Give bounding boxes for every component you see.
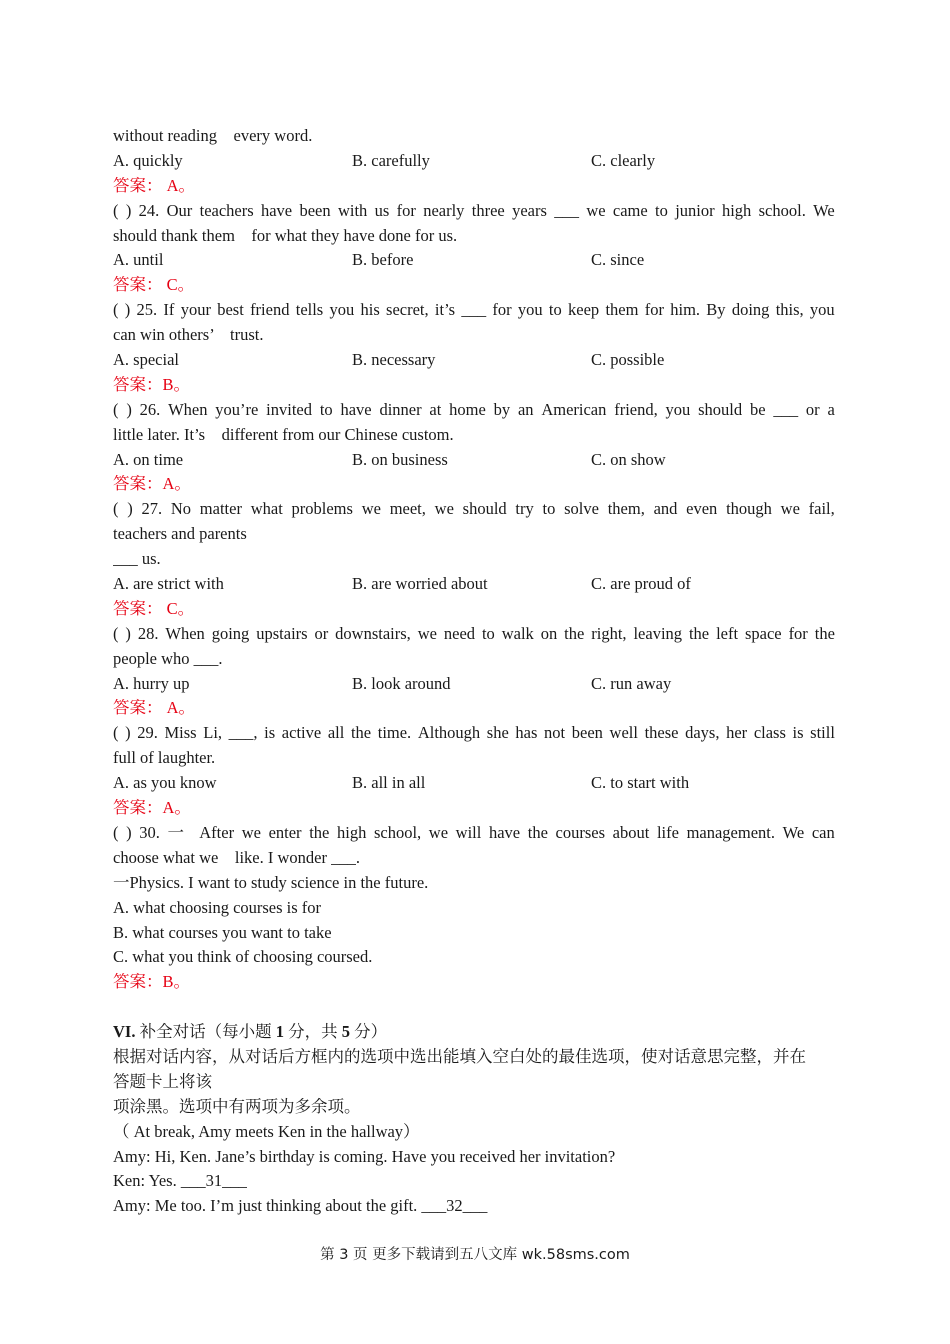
option-b: B. look around xyxy=(352,673,451,693)
word: 30. xyxy=(139,822,160,842)
word: you xyxy=(329,300,355,320)
word: for xyxy=(788,623,808,643)
word: ( xyxy=(113,200,119,220)
word: active xyxy=(281,723,322,743)
text-line: 一Physics. I want to study science in the future. xyxy=(113,872,429,892)
word: ) xyxy=(125,200,132,220)
word: it’s xyxy=(434,300,456,320)
word: 28. xyxy=(137,623,159,643)
word: problems xyxy=(291,499,353,519)
word: the xyxy=(527,822,548,842)
word: need xyxy=(443,623,476,643)
word: we xyxy=(780,499,800,519)
text-line: can win others’ trust. xyxy=(113,325,264,345)
option-c: C. possible xyxy=(591,350,665,370)
word: a xyxy=(827,399,835,419)
word: solve xyxy=(564,499,599,519)
word: his xyxy=(360,300,380,320)
word: for xyxy=(644,300,664,320)
option-a: A. are strict with xyxy=(113,574,224,594)
word: ___ xyxy=(554,200,579,220)
word: ___, xyxy=(228,723,258,743)
word: friend, xyxy=(614,399,658,419)
word: 24. xyxy=(138,200,160,220)
word: secret, xyxy=(386,300,429,320)
word: the xyxy=(688,623,710,643)
word: by xyxy=(493,399,511,419)
word: we xyxy=(361,499,381,519)
option-c: C. since xyxy=(591,250,645,270)
word: class xyxy=(753,723,786,743)
word: 29. xyxy=(137,723,158,743)
word: try xyxy=(515,499,534,519)
word: ___ xyxy=(461,300,487,320)
word: When xyxy=(165,623,205,643)
word: or xyxy=(805,399,820,419)
word: years xyxy=(512,200,547,220)
word: fail, xyxy=(808,499,835,519)
word: to xyxy=(655,200,668,220)
word: is xyxy=(264,723,276,743)
word: walk xyxy=(501,623,534,643)
answer-line: 答案：B。 xyxy=(113,374,191,394)
word: even xyxy=(686,499,718,519)
answer-line: 答案：A。 xyxy=(113,474,191,494)
text-line: choose what we like. I wonder ___. xyxy=(113,847,360,867)
question-line xyxy=(113,298,835,323)
word: Li, xyxy=(203,723,223,743)
word: junior xyxy=(675,200,715,220)
word: Although xyxy=(417,723,481,743)
word: and xyxy=(653,499,678,519)
options-row xyxy=(113,572,835,597)
text-line: 项涂黑。选项中有两项为多余项。 xyxy=(113,1096,361,1116)
option-a: A. on time xyxy=(113,449,184,469)
word: should xyxy=(698,399,743,419)
word: We xyxy=(813,200,835,220)
option-c: C. to start with xyxy=(591,773,690,793)
option-c: C. are proud of xyxy=(591,574,691,594)
options-row xyxy=(113,149,835,174)
word: them xyxy=(605,300,639,320)
word: ) xyxy=(124,300,131,320)
text-line: Ken: Yes. ___31___ xyxy=(113,1171,247,1191)
word: will xyxy=(455,822,482,842)
word: 一 xyxy=(167,822,184,842)
answer-line: 答案： C。 xyxy=(113,275,195,295)
word: ( xyxy=(113,300,119,320)
word: invited xyxy=(266,399,312,419)
word: we xyxy=(428,822,449,842)
word: at xyxy=(429,399,442,419)
heading-part: 分，共 xyxy=(283,1022,342,1042)
word: 26. xyxy=(139,399,161,419)
text-line: A. what choosing courses is for xyxy=(113,897,322,917)
word: dinner xyxy=(379,399,422,419)
word: right, xyxy=(591,623,627,643)
word: friend xyxy=(250,300,290,320)
word: have xyxy=(340,399,372,419)
text-line: without reading every word. xyxy=(113,126,313,145)
word: we xyxy=(434,499,454,519)
word: school, xyxy=(373,822,422,842)
word: upstairs xyxy=(256,623,308,643)
option-c: C. run away xyxy=(591,673,672,693)
word: have xyxy=(488,822,521,842)
word: ( xyxy=(113,723,119,743)
question-line xyxy=(113,497,835,522)
text-line: B. what courses you want to take xyxy=(113,922,332,942)
question-line xyxy=(113,721,835,746)
answer-line: 答案： C。 xyxy=(113,598,195,618)
word: though xyxy=(726,499,772,519)
word: you xyxy=(809,300,835,320)
word: to xyxy=(319,399,333,419)
word: management. xyxy=(686,822,775,842)
word: ( xyxy=(113,623,119,643)
word: been xyxy=(571,723,603,743)
word: we xyxy=(241,822,261,842)
text-line: Amy: Me too. I’m just thinking about the gift. ___32___ xyxy=(113,1196,488,1216)
text-line: should thank them for what they have done for us. xyxy=(113,225,458,245)
word: tells xyxy=(295,300,324,320)
option-a: A. quickly xyxy=(113,150,183,170)
word: school. xyxy=(758,200,806,220)
word: ) xyxy=(125,723,131,743)
option-c: C. on show xyxy=(591,449,666,469)
word: can xyxy=(811,822,835,842)
word: to xyxy=(548,300,562,320)
answer-line: 答案： A。 xyxy=(113,698,196,718)
word: all xyxy=(327,723,345,743)
word: came xyxy=(612,200,648,220)
word: high xyxy=(336,822,367,842)
word: for xyxy=(492,300,512,320)
word: you xyxy=(517,300,543,320)
word: 25. xyxy=(136,300,158,320)
heading-part: 5 xyxy=(341,1022,350,1042)
word: courses xyxy=(555,822,606,842)
option-b: B. carefully xyxy=(352,150,430,170)
text-line: full of laughter. xyxy=(113,748,216,768)
word: ) xyxy=(127,499,133,519)
word: this, xyxy=(775,300,804,320)
word: have xyxy=(260,200,293,220)
word: three xyxy=(471,200,505,220)
word: been xyxy=(299,200,331,220)
word: enter xyxy=(268,822,302,842)
word: nearly xyxy=(423,200,465,220)
option-a: A. hurry up xyxy=(113,673,190,693)
word: American xyxy=(541,399,607,419)
option-a: A. as you know xyxy=(113,773,217,793)
word: what xyxy=(250,499,283,519)
word: high xyxy=(721,200,752,220)
word: space xyxy=(744,623,782,643)
word: him. xyxy=(670,300,701,320)
answer-line: 答案：A。 xyxy=(113,798,191,818)
text-line: Amy: Hi, Ken. Jane’s birthday is coming. Have you received her invitation? xyxy=(113,1146,616,1166)
option-b: B. on business xyxy=(352,449,448,469)
text-line: C. what you think of choosing coursed. xyxy=(113,947,373,967)
word: us xyxy=(374,200,390,220)
question-line xyxy=(113,622,835,647)
heading-part: 分） xyxy=(349,1022,388,1042)
word: No xyxy=(170,499,192,519)
word: you’re xyxy=(215,399,259,419)
word: going xyxy=(211,623,250,643)
word: meet, xyxy=(389,499,426,519)
options-row xyxy=(113,348,835,373)
word: ( xyxy=(113,399,119,419)
word: an xyxy=(517,399,534,419)
word: days, xyxy=(685,723,720,743)
question-line xyxy=(113,821,835,846)
word: on xyxy=(540,623,558,643)
options-row xyxy=(113,248,835,273)
option-b: B. are worried about xyxy=(352,574,488,594)
word: matter xyxy=(199,499,242,519)
spacer xyxy=(113,995,835,1020)
option-a: A. until xyxy=(113,250,164,270)
word: ) xyxy=(126,822,132,842)
word: these xyxy=(644,723,679,743)
word: you xyxy=(665,399,691,419)
word: or xyxy=(314,623,329,643)
heading-part: VI. xyxy=(113,1022,136,1042)
option-b: B. before xyxy=(352,250,414,270)
word: best xyxy=(217,300,244,320)
word: By xyxy=(706,300,726,320)
word: should xyxy=(462,499,507,519)
word: is xyxy=(792,723,804,743)
word: has xyxy=(515,723,538,743)
page-content xyxy=(113,124,835,1219)
word: her xyxy=(726,723,748,743)
word: home xyxy=(449,399,486,419)
option-a: A. special xyxy=(113,350,179,370)
page-footer: 第 3 页 更多下载请到五八文库 wk.58sms.com xyxy=(320,1247,630,1263)
word: with xyxy=(337,200,368,220)
text-line: little later. It’s different from our Chinese custom. xyxy=(113,424,454,444)
word: about xyxy=(612,822,650,842)
answer-line: 答案：B。 xyxy=(113,972,191,992)
answer-line: 答案： A。 xyxy=(113,175,196,195)
word: we xyxy=(586,200,606,220)
options-row xyxy=(113,672,835,697)
word: Our xyxy=(166,200,193,220)
word: left xyxy=(716,623,739,643)
word: to xyxy=(542,499,556,519)
word: the xyxy=(564,623,585,643)
word: be xyxy=(749,399,766,419)
word: to xyxy=(481,623,495,643)
word: We xyxy=(782,822,805,842)
text-line: teachers and parents xyxy=(113,524,247,544)
word: she xyxy=(486,723,509,743)
option-b: B. necessary xyxy=(352,350,436,370)
section-heading xyxy=(113,1020,835,1045)
word: ) xyxy=(126,399,132,419)
word: leaving xyxy=(633,623,683,643)
word: If xyxy=(163,300,175,320)
word: your xyxy=(180,300,211,320)
word: Miss xyxy=(164,723,197,743)
word: teachers xyxy=(199,200,254,220)
text-line: 答题卡上将该 xyxy=(113,1071,212,1091)
word: When xyxy=(168,399,208,419)
word: ) xyxy=(125,623,131,643)
question-line xyxy=(113,398,835,423)
text-line: ___ us. xyxy=(113,549,161,569)
word: ( xyxy=(113,499,119,519)
word: ___ xyxy=(773,399,799,419)
word: the xyxy=(350,723,372,743)
options-row xyxy=(113,771,835,796)
word: After xyxy=(199,822,235,842)
word: keep xyxy=(568,300,600,320)
word: the xyxy=(814,623,835,643)
word: ( xyxy=(113,822,119,842)
word: life xyxy=(656,822,679,842)
word: we xyxy=(417,623,437,643)
word: not xyxy=(544,723,566,743)
word: for xyxy=(396,200,416,220)
word: doing xyxy=(731,300,770,320)
option-b: B. all in all xyxy=(352,773,426,793)
options-row xyxy=(113,448,835,473)
question-line xyxy=(113,199,835,224)
option-c: C. clearly xyxy=(591,150,656,170)
heading-part: 补全对话（每小题 xyxy=(135,1022,276,1042)
heading-part: 1 xyxy=(275,1022,284,1042)
text-line: （ At break, Amy meets Ken in the hallway） xyxy=(113,1121,420,1141)
text-line: people who ___. xyxy=(113,648,223,668)
word: well xyxy=(609,723,638,743)
word: downstairs, xyxy=(335,623,411,643)
word: time. xyxy=(377,723,412,743)
text-line: 根据对话内容，从对话后方框内的选项中选出能填入空白处的最佳选项，使对话意思完整，并在 xyxy=(113,1046,806,1066)
word: them, xyxy=(607,499,645,519)
word: still xyxy=(810,723,835,743)
word: 27. xyxy=(141,499,163,519)
word: the xyxy=(309,822,330,842)
